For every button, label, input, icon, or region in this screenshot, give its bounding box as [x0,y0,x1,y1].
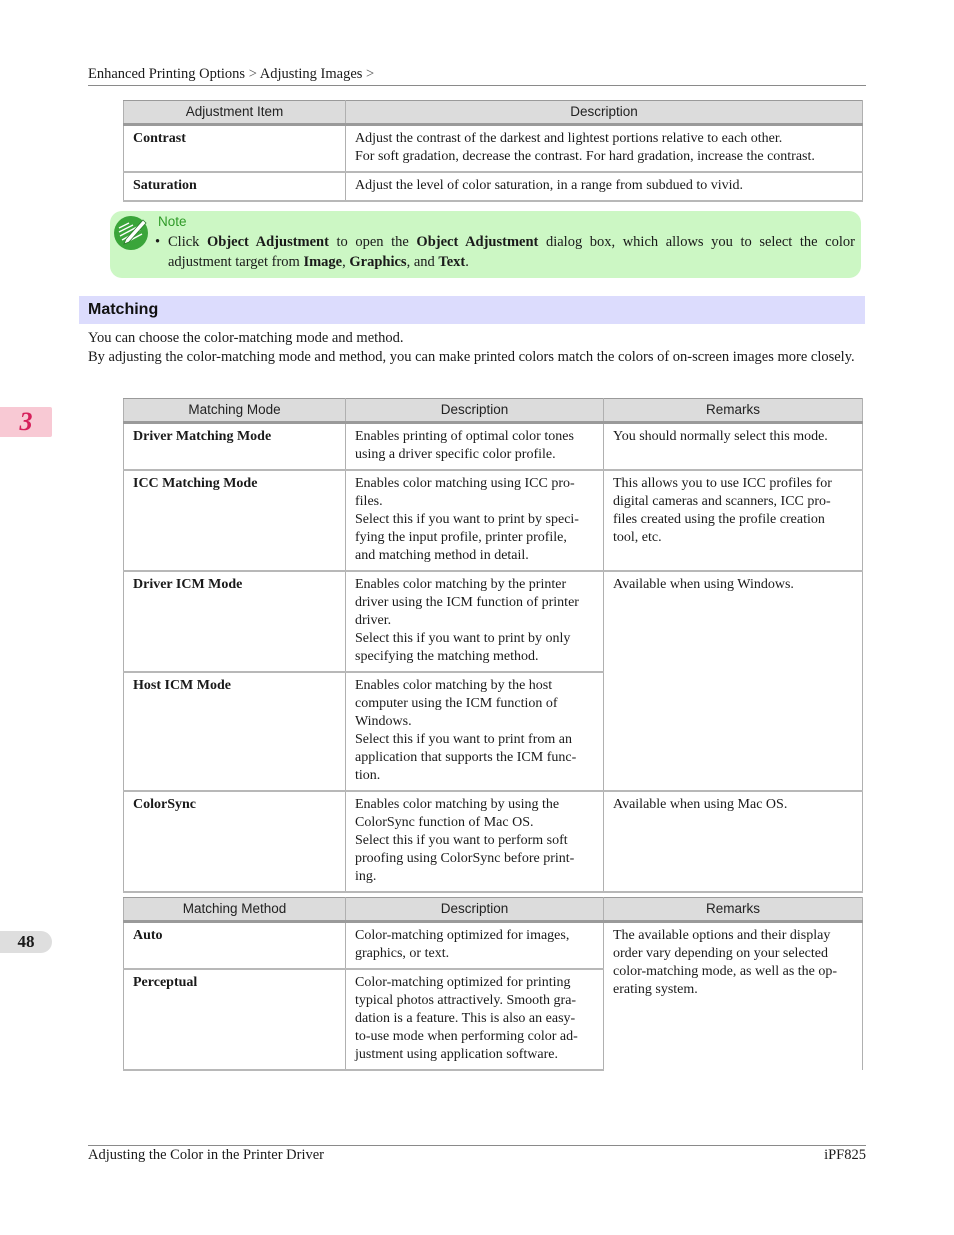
column-header: Matching Method [124,898,346,922]
remarks-line: color-matching mode, as well as the op- [613,964,838,979]
column-header: Description [346,898,604,922]
matching-mode-name: Driver Matching Mode [124,423,346,471]
breadcrumb-separator: > [248,66,257,82]
section-intro [88,329,864,366]
note-label: Note [158,214,187,229]
remarks-line: digital cameras and scanners, ICC pro- [613,494,831,509]
description-line: Enables color matching by the host [355,678,553,693]
description-line: tion. [355,768,381,783]
matching-mode-name: Host ICM Mode [124,672,346,791]
description-line: driver. [355,613,392,628]
adjustment-item-description [346,125,863,173]
ui-term-object-adjustment: Object Adjustment [207,234,329,250]
ui-term-text: Text [438,253,466,270]
ui-term-image: Image [303,253,343,270]
description-line: Windows. [355,714,412,729]
table-header-row [124,101,863,125]
matching-mode-remarks [604,423,863,471]
note-text-part: . [465,253,469,270]
description-line: Select this if you want to print from an [355,732,572,747]
description-line: For soft gradation, decrease the contrast. For hard gradation, increase the contrast. [355,149,815,164]
chapter-tab[interactable]: 3 [0,407,52,437]
description-line: to-use mode when performing color ad- [355,1029,578,1044]
table-row [124,125,863,173]
description-line: files. [355,494,383,509]
matching-method-table [123,897,863,1071]
matching-mode-remarks [604,571,863,791]
table-row [124,571,863,672]
description-line: proofing using ColorSync before print- [355,851,575,866]
column-header: Adjustment Item [124,101,346,125]
intro-paragraph: By adjusting the color-matching mode and method, you can make printed colors match the colors of on-screen images more closely. [88,348,855,365]
description-line: Color-matching optimized for images, [355,928,570,943]
description-line: Adjust the contrast of the darkest and lightest portions relative to each other. [355,131,783,146]
table-row [124,791,863,892]
description-line: Enables color matching by the printer [355,577,567,592]
description-line: Enables color matching by using the [355,797,560,812]
adjustment-item-description [346,172,863,201]
description-line: graphics, or text. [355,946,450,961]
table-row [124,922,863,970]
pencil-note-icon [113,215,149,251]
ui-term-graphics: Graphics [349,253,407,270]
note-text-part: dialog box, which allows you to select the color adjustment target from [168,234,855,270]
description-line: fying the input profile, printer profile, [355,530,567,545]
matching-mode-description [346,791,604,892]
matching-method-description [346,922,604,970]
matching-mode-name: ICC Matching Mode [124,470,346,571]
breadcrumb-item[interactable]: Enhanced Printing Options [88,66,246,82]
note-text-part: to open the [328,234,417,250]
matching-method-name: Perceptual [124,969,346,1070]
description-line: Select this if you want to perform soft [355,833,568,848]
remarks-line: Available when using Windows. [613,577,794,592]
description-line: Adjust the level of color saturation, in a range from subdued to vivid. [355,178,744,193]
footer-model-name: iPF825 [824,1147,866,1163]
description-line: Select this if you want to print by speci- [355,512,579,527]
description-line: driver using the ICM function of printer [355,595,579,610]
breadcrumb-item[interactable]: Adjusting Images [259,66,363,82]
section-heading: Matching [79,296,865,324]
description-line: justment using application software. [355,1047,558,1062]
column-header: Description [346,399,604,423]
table-row [124,172,863,201]
breadcrumb-separator: > [366,66,375,82]
note-text-part: Click [168,234,207,250]
breadcrumb [88,66,866,86]
table-row [124,470,863,571]
matching-mode-remarks [604,470,863,571]
matching-mode-table [123,398,863,893]
note-body [168,233,855,272]
note-text [155,233,855,272]
description-line: and matching method in detail. [355,548,529,563]
description-line: Select this if you want to print by only [355,631,571,646]
description-line: application that supports the ICM func- [355,750,577,765]
matching-method-name: Auto [124,922,346,970]
column-header: Remarks [604,399,863,423]
footer-chapter-title: Adjusting the Color in the Printer Driver [88,1147,324,1163]
note-text-part: , [342,253,350,270]
table-header-row [124,399,863,423]
remarks-line: The available options and their display [613,928,831,943]
column-header: Matching Mode [124,399,346,423]
intro-paragraph: You can choose the color-matching mode and method. [88,330,404,346]
remarks-line: files created using the profile creation [613,512,825,527]
matching-mode-remarks [604,791,863,892]
column-header: Description [346,101,863,125]
remarks-line: erating system. [613,982,698,997]
table-row [124,423,863,471]
page-footer [88,1145,866,1164]
remarks-line: tool, etc. [613,530,662,545]
bullet: • [155,234,161,250]
description-line: Enables printing of optimal color tones [355,429,574,444]
matching-mode-description [346,470,604,571]
adjustment-table [123,100,863,202]
matching-method-remarks [604,922,863,1071]
matching-mode-name: ColorSync [124,791,346,892]
matching-mode-description [346,423,604,471]
description-line: Color-matching optimized for printing [355,975,571,990]
ui-term-object-adjustment: Object Adjustment [416,234,539,250]
note-text-part: , and [406,253,439,270]
description-line: typical photos attractively. Smooth gra- [355,993,577,1008]
matching-mode-description [346,571,604,672]
page-number: 48 [0,931,52,953]
description-line: specifying the matching method. [355,649,539,664]
description-line: ColorSync function of Mac OS. [355,815,534,830]
matching-method-description [346,969,604,1070]
description-line: computer using the ICM function of [355,696,558,711]
remarks-line: Available when using Mac OS. [613,797,788,812]
description-line: using a driver specific color profile. [355,447,556,462]
remarks-line: This allows you to use ICC profiles for [613,476,832,491]
remarks-line: You should normally select this mode. [613,429,828,444]
adjustment-item-name: Contrast [124,125,346,173]
note-box [110,211,861,278]
column-header: Remarks [604,898,863,922]
adjustment-item-name: Saturation [124,172,346,201]
description-line: dation is a feature. This is also an easy- [355,1011,576,1026]
remarks-line: order vary depending on your selected [613,946,828,961]
description-line: Enables color matching using ICC pro- [355,476,575,491]
table-header-row [124,898,863,922]
description-line: ing. [355,869,377,884]
matching-mode-description [346,672,604,791]
matching-mode-name: Driver ICM Mode [124,571,346,672]
